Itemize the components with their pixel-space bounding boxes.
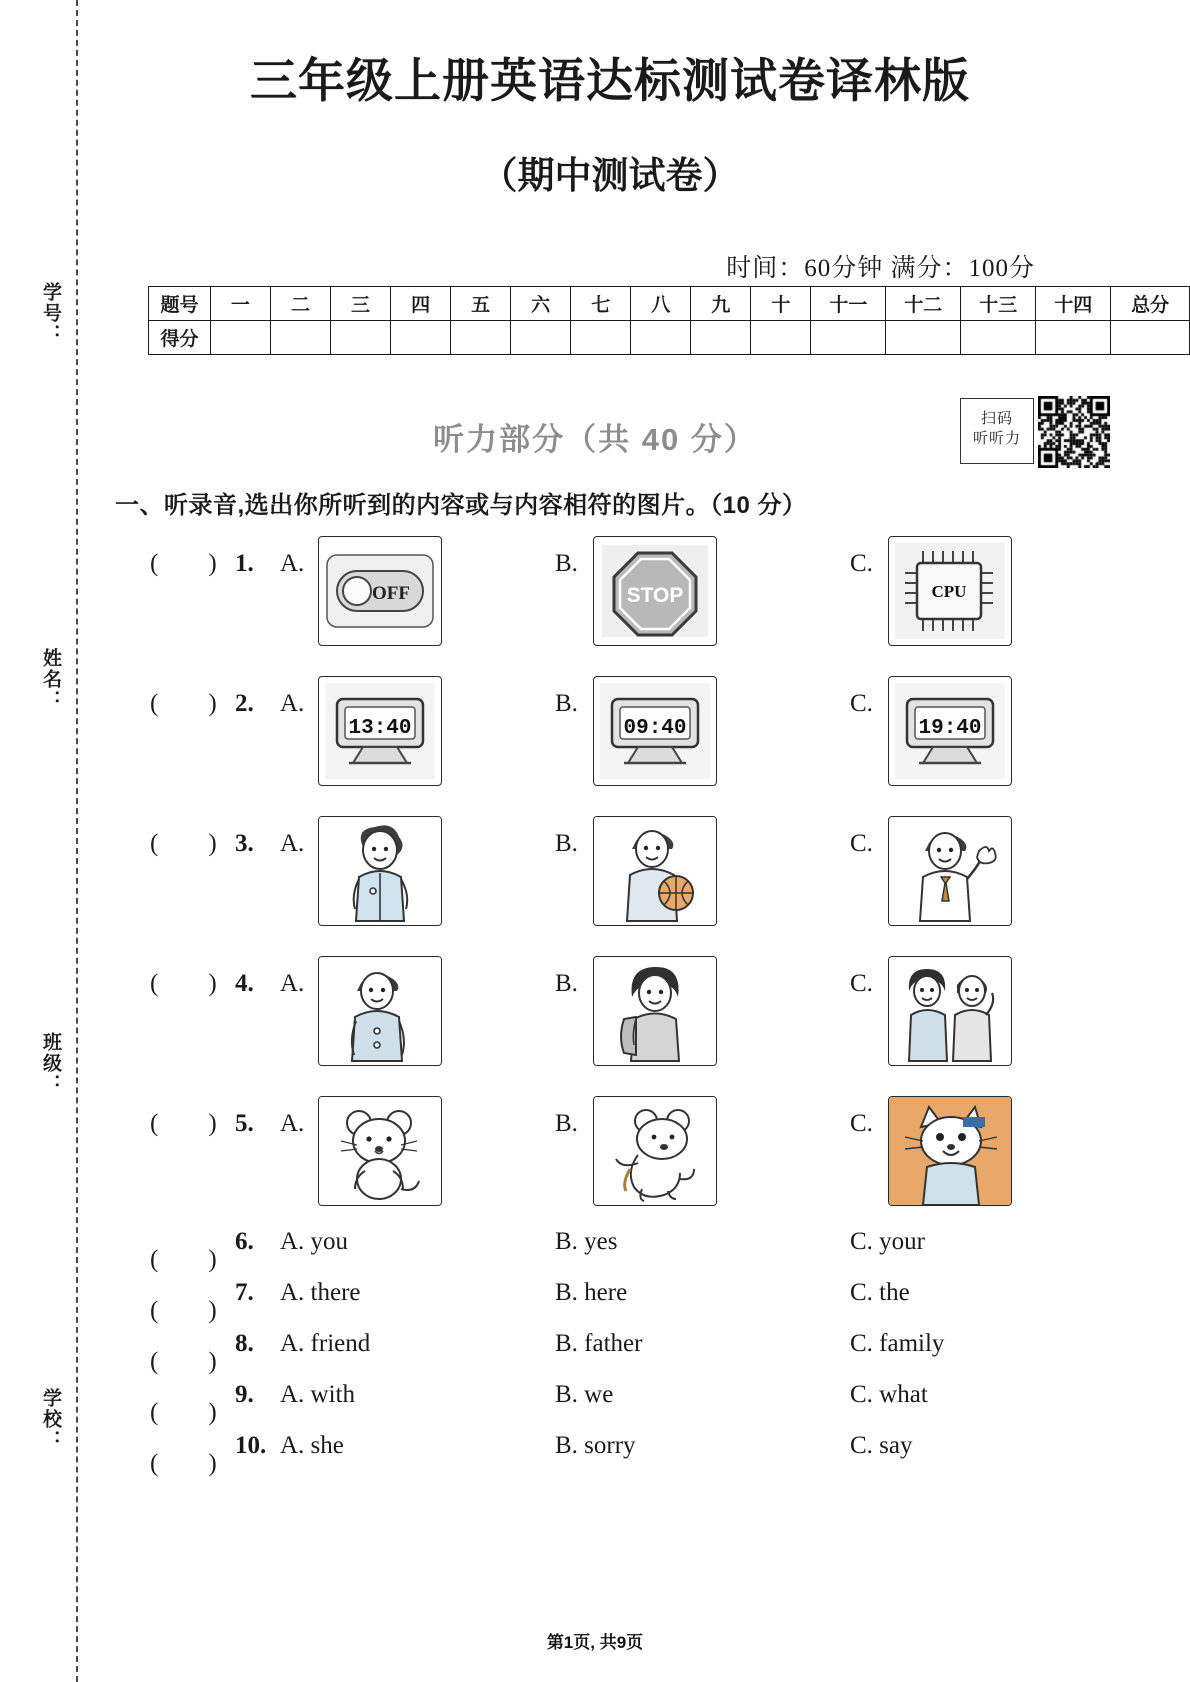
bracket-close: ) [208,1246,217,1273]
list-item [150,532,1090,660]
page-subtitle: （期中测试卷） [480,155,740,196]
bracket-open: ( [150,970,159,997]
qr-label-line2: 听听力 [972,430,1021,447]
girl-with-backpack-image[interactable] [593,956,717,1066]
option-b[interactable]: B. father [555,1330,643,1357]
score-input-cell[interactable] [331,321,391,355]
svg-text:OFF: OFF [372,583,410,604]
side-label-school: 学校： [40,1388,61,1451]
table-row-question-numbers [149,287,1190,321]
score-input-cell[interactable] [391,321,451,355]
svg-text:STOP: STOP [626,584,684,607]
bracket-close: ) [208,1297,217,1324]
list-item [150,952,1090,1080]
score-input-cell[interactable] [210,321,270,355]
bracket-close: ) [208,690,217,717]
bracket-close: ) [208,970,217,997]
option-label-a: A. [280,1110,305,1137]
table-cell: 十二 [886,287,961,321]
answer-bracket[interactable] [150,1246,217,1274]
bracket-close: ) [208,550,217,577]
page-title: 三年级上册英语达标测试卷译林版 [250,54,970,107]
clock-time-c: 19:40 [918,717,982,740]
table-cell: 三 [331,287,391,321]
option-label-c: C. [850,970,873,997]
table-header-cell: 题号 [149,287,211,321]
cat-image[interactable] [888,1096,1012,1206]
table-cell: 十三 [961,287,1036,321]
answer-bracket[interactable] [150,1450,217,1478]
qr-code-block[interactable] [960,396,1110,468]
side-label-name: 姓名： [40,648,61,711]
list-item [150,812,1090,940]
table-cell: 四 [391,287,451,321]
item-number: 8. [235,1330,254,1357]
digital-clock-image[interactable] [888,676,1012,786]
answer-bracket[interactable] [150,970,217,998]
item-number: 4. [235,970,254,997]
list-item [150,1432,1090,1482]
score-input-cell[interactable] [1036,321,1111,355]
mouse-sitting-image[interactable] [318,1096,442,1206]
table-cell: 八 [631,287,691,321]
binding-dashed-line [76,0,78,1682]
score-input-cell[interactable] [961,321,1036,355]
option-b[interactable]: B. we [555,1381,614,1408]
option-a[interactable]: A. with [280,1381,355,1408]
score-input-cell[interactable] [270,321,330,355]
option-a[interactable]: A. there [280,1279,361,1306]
bracket-open: ( [150,1348,159,1375]
score-input-cell[interactable] [811,321,886,355]
option-label-c: C. [850,1110,873,1137]
option-label-b: B. [555,830,578,857]
option-c[interactable]: C. your [850,1228,925,1255]
clock-time-b: 09:40 [623,717,687,740]
cpu-chip-image[interactable] [888,536,1012,646]
boy-curly-hair-image[interactable] [318,816,442,926]
bracket-open: ( [150,550,159,577]
bracket-close: ) [208,1110,217,1137]
clock-time-a: 13:40 [348,717,412,740]
option-c[interactable]: C. say [850,1432,913,1459]
qr-code-icon[interactable] [1038,396,1110,468]
item-number: 10. [235,1432,267,1459]
bracket-close: ) [208,1399,217,1426]
answer-bracket[interactable] [150,550,217,578]
item-number: 9. [235,1381,254,1408]
page-footer: 第1页, 共9页 [546,1633,644,1652]
stop-sign-image[interactable] [593,536,717,646]
off-switch-image[interactable] [318,536,442,646]
score-input-cell[interactable] [631,321,691,355]
bracket-open: ( [150,1110,159,1137]
table-header-cell: 得分 [149,321,211,355]
side-label-student-id: 学号： [40,282,61,345]
table-cell: 六 [511,287,571,321]
bracket-open: ( [150,1450,159,1477]
list-item [150,1092,1090,1220]
table-cell-total: 总分 [1111,287,1190,321]
answer-bracket[interactable] [150,1348,217,1376]
boy-with-basketball-image[interactable] [593,816,717,926]
list-item [150,1381,1090,1431]
score-input-cell[interactable] [886,321,961,355]
answer-bracket[interactable] [150,1399,217,1427]
option-a[interactable]: A. you [280,1228,349,1255]
option-label-c: C. [850,690,873,717]
score-input-cell[interactable] [451,321,511,355]
table-cell: 一 [210,287,270,321]
question-1-heading: 一、听录音,选出你所听到的内容或与内容相符的图片。（10 分） [115,492,807,519]
answer-bracket[interactable] [150,1297,217,1325]
bracket-close: ) [208,830,217,857]
item-number: 3. [235,830,254,857]
boy-standing-image[interactable] [318,956,442,1066]
option-label-c: C. [850,550,873,577]
option-label-b: B. [555,550,578,577]
option-label-a: A. [280,690,305,717]
option-c[interactable]: C. what [850,1381,928,1408]
option-b[interactable]: B. sorry [555,1432,636,1459]
bracket-close: ) [208,1450,217,1477]
table-cell: 九 [691,287,751,321]
option-a[interactable]: A. friend [280,1330,371,1357]
answer-bracket[interactable] [150,690,217,718]
boy-waving-tie-image[interactable] [888,816,1012,926]
item-number: 7. [235,1279,254,1306]
score-input-cell[interactable] [511,321,571,355]
bracket-close: ) [208,1348,217,1375]
answer-bracket[interactable] [150,1110,217,1138]
answer-bracket[interactable] [150,830,217,858]
qr-label [960,398,1034,464]
table-cell: 七 [571,287,631,321]
time-and-total-score: 时间：60分钟 满分：100分 [726,255,1035,282]
option-label-b: B. [555,690,578,717]
table-cell: 二 [270,287,330,321]
item-number: 2. [235,690,254,717]
option-a[interactable]: A. she [280,1432,344,1459]
table-row-scores [149,321,1190,355]
option-label-a: A. [280,830,305,857]
option-label-b: B. [555,970,578,997]
option-label-a: A. [280,550,305,577]
option-c[interactable]: C. family [850,1330,945,1357]
bracket-open: ( [150,1399,159,1426]
listening-section-banner: 听力部分（共 40 分） [433,422,757,457]
list-item [150,1279,1090,1329]
table-cell: 十 [751,287,811,321]
table-cell: 十四 [1036,287,1111,321]
list-item [150,1330,1090,1380]
bracket-open: ( [150,1246,159,1273]
table-cell: 十一 [811,287,886,321]
two-children-image[interactable] [888,956,1012,1066]
digital-clock-image[interactable] [593,676,717,786]
score-input-cell-total[interactable] [1111,321,1190,355]
side-label-class: 班级： [40,1032,61,1095]
option-b[interactable]: B. yes [555,1228,618,1255]
svg-text:CPU: CPU [931,582,967,601]
score-table [148,286,1190,355]
table-cell: 五 [451,287,511,321]
option-label-a: A. [280,970,305,997]
score-input-cell[interactable] [691,321,751,355]
option-label-c: C. [850,830,873,857]
list-item [150,672,1090,800]
score-input-cell[interactable] [571,321,631,355]
list-item [150,1228,1090,1278]
option-label-b: B. [555,1110,578,1137]
bracket-open: ( [150,690,159,717]
option-b[interactable]: B. here [555,1279,628,1306]
mouse-walking-image[interactable] [593,1096,717,1206]
item-number: 6. [235,1228,254,1255]
bracket-open: ( [150,1297,159,1324]
qr-label-line1: 扫码 [980,410,1013,427]
score-input-cell[interactable] [751,321,811,355]
digital-clock-image[interactable] [318,676,442,786]
option-c[interactable]: C. the [850,1279,910,1306]
item-number: 5. [235,1110,254,1137]
item-number: 1. [235,550,254,577]
bracket-open: ( [150,830,159,857]
